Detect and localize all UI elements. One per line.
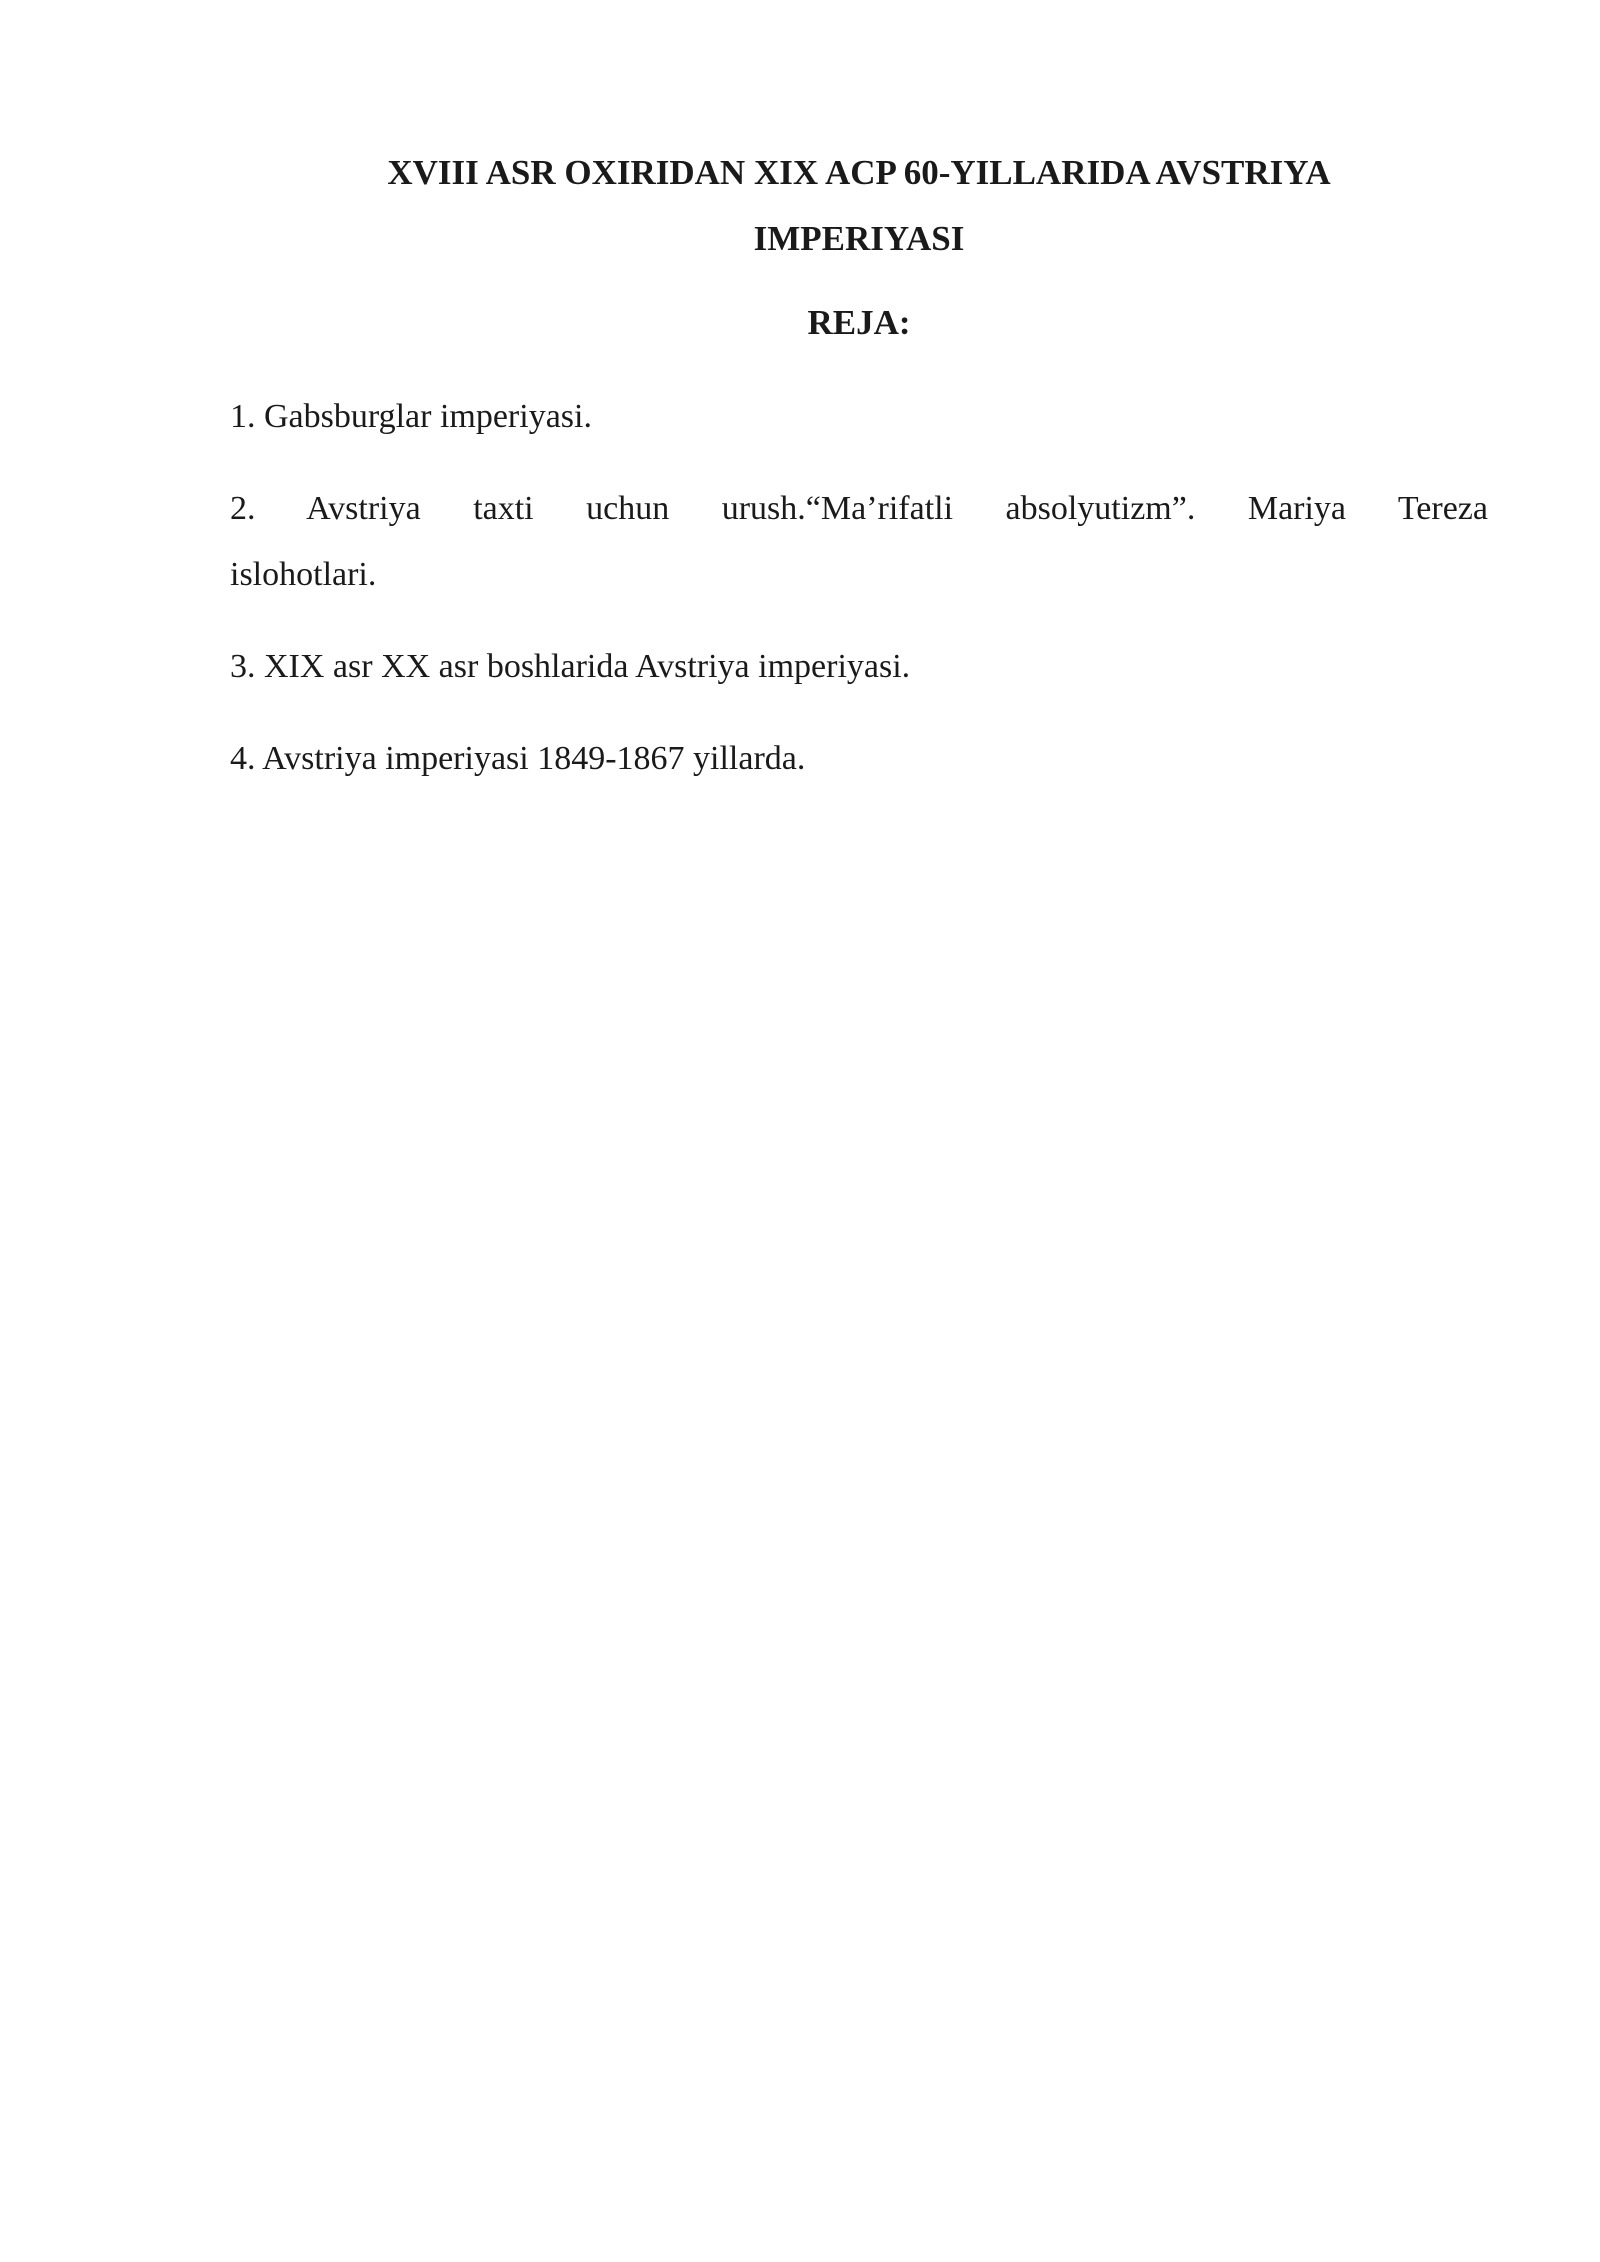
plan-item-line: islohotlari. — [230, 556, 377, 593]
document-title — [230, 140, 1488, 272]
plan-item: 4. Avstriya imperiyasi 1849-1867 yillarda. — [230, 740, 806, 777]
plan-item: 3. XIX asr XX asr boshlarida Avstriya imperiyasi. — [230, 648, 911, 685]
document-title-line-2: IMPERIYASI — [753, 219, 965, 258]
plan-heading: REJA: — [807, 303, 911, 342]
plan-list — [230, 384, 1488, 792]
document-title-line-1: XVIII ASR OXIRIDAN XIX ACP 60-YILLARIDA AVSTRIYA — [387, 153, 1331, 192]
plan-item — [230, 476, 1488, 608]
plan-item: 1. Gabsburglar imperiyasi. — [230, 398, 592, 435]
plan-item-line: 2. Avstriya taxti uchun urush.“Ma’rifatli absolyutizm”. Mariya Tereza — [230, 490, 1488, 527]
document-body — [230, 140, 1488, 818]
